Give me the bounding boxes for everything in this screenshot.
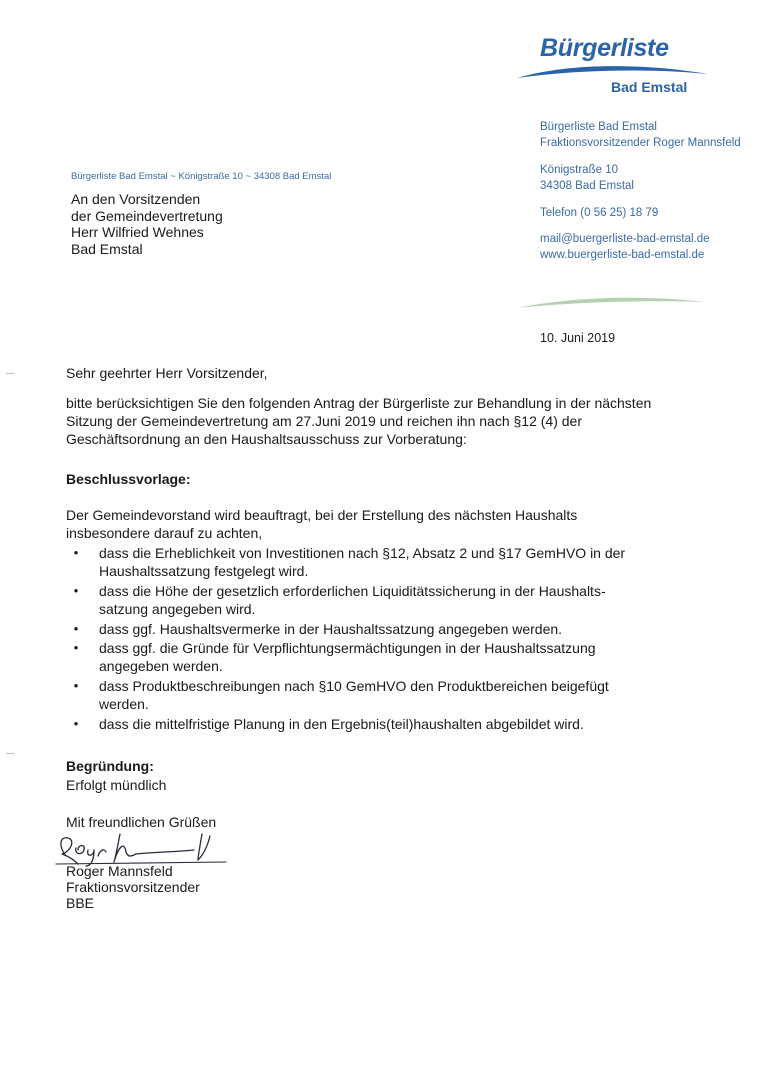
- sender-role: Fraktionsvorsitzender Roger Mannsfeld: [540, 137, 741, 149]
- return-address: Bürgerliste Bad Emstal ~ Königstraße 10 ~ 34308 Bad Emstal: [71, 171, 332, 182]
- signature-image: [54, 826, 229, 868]
- motion-intro-line: Der Gemeindevorstand wird beauftragt, bei der Erstellung des nächsten Haushalts: [66, 507, 578, 523]
- sender-city: 34308 Bad Emstal: [540, 180, 634, 192]
- list-item-line: dass die mittelfristige Planung in den Ergebnis(teil)haushalten abgebildet wird.: [99, 715, 584, 732]
- list-item-line: dass Produktbeschreibungen nach §10 GemHVO den Produktbereichen beigefügt: [99, 677, 609, 694]
- motion-intro-line: insbesondere darauf zu achten,: [66, 525, 263, 541]
- list-item: [66, 582, 686, 619]
- list-item-line: Haushaltssatzung festgelegt wird.: [99, 563, 309, 580]
- list-item-line: angegeben werden.: [99, 658, 223, 675]
- decorative-swoosh: [515, 292, 710, 314]
- sender-online-block: [540, 231, 710, 263]
- intro-line: bitte berücksichtigen Sie den folgenden Antrag der Bürgerliste zur Behandlung in der nächsten: [66, 395, 652, 411]
- bullet-icon: •: [73, 715, 79, 731]
- intro-line: Sitzung der Gemeindevertretung am 27.Juni 2019 und reichen ihn nach §12 (4) der: [66, 413, 582, 429]
- reason-text: Erfolgt mündlich: [66, 777, 167, 793]
- logo-title: Bürgerliste: [540, 34, 669, 62]
- recipient-line: der Gemeindevertretung: [71, 207, 223, 224]
- list-item-line: satzung angegeben wird.: [99, 601, 256, 618]
- motion-intro: [66, 506, 686, 542]
- sender-address-block: [540, 162, 634, 194]
- list-item-line: dass ggf. Haushaltsvermerke in der Haushaltssatzung angegeben werden.: [99, 620, 563, 637]
- intro-paragraph: [66, 394, 686, 448]
- signer-title: Fraktionsvorsitzender: [66, 879, 200, 895]
- bullet-icon: •: [73, 582, 79, 598]
- fold-mark: [6, 373, 14, 374]
- list-item-line: dass ggf. die Gründe für Verpflichtungsermächtigungen in der Haushaltssatzung: [99, 640, 596, 657]
- sender-street: Königstraße 10: [540, 164, 618, 176]
- sender-web: www.buergerliste-bad-emstal.de: [540, 249, 705, 261]
- fold-mark: [6, 753, 14, 754]
- recipient-line: An den Vorsitzenden: [71, 191, 201, 207]
- list-item: [66, 639, 686, 676]
- list-item-line: werden.: [99, 696, 149, 713]
- motion-heading: Beschlussvorlage:: [66, 471, 191, 487]
- list-item: [66, 677, 686, 714]
- recipient-line: Bad Emstal: [71, 240, 143, 257]
- closing-phrase: Mit freundlichen Grüßen: [66, 814, 217, 830]
- recipient-line: Herr Wilfried Wehnes: [71, 224, 204, 240]
- salutation: Sehr geehrter Herr Vorsitzender,: [66, 365, 268, 381]
- bullet-icon: •: [73, 640, 79, 656]
- intro-line: Geschäftsordnung an den Haushaltsausschuss zur Vorberatung:: [66, 431, 467, 447]
- list-item: [66, 620, 686, 638]
- sender-email: mail@buergerliste-bad-emstal.de: [540, 233, 710, 245]
- list-item-line: dass die Erheblichkeit von Investitionen nach §12, Absatz 2 und §17 GemHVO in der: [99, 545, 626, 561]
- bullet-icon: •: [73, 620, 79, 636]
- recipient-address: [71, 191, 223, 257]
- reason-heading: Begründung:: [66, 758, 154, 774]
- bullet-icon: •: [73, 545, 79, 560]
- signer-name: Roger Mannsfeld: [66, 863, 173, 879]
- logo-subtitle: Bad Emstal: [611, 79, 688, 95]
- requirements-list: [66, 544, 686, 734]
- letter-date: 10. Juni 2019: [540, 331, 616, 345]
- signer-block: [66, 863, 200, 911]
- signer-org: BBE: [66, 895, 95, 911]
- sender-phone: Telefon (0 56 25) 18 79: [540, 207, 659, 219]
- sender-org-block: [540, 119, 741, 151]
- bullet-icon: •: [73, 677, 79, 693]
- list-item: [66, 544, 686, 581]
- list-item: [66, 715, 686, 733]
- list-item-line: dass die Höhe der gesetzlich erforderlichen Liquiditätssicherung in der Haushalts-: [99, 582, 606, 599]
- sender-org: Bürgerliste Bad Emstal: [540, 121, 657, 133]
